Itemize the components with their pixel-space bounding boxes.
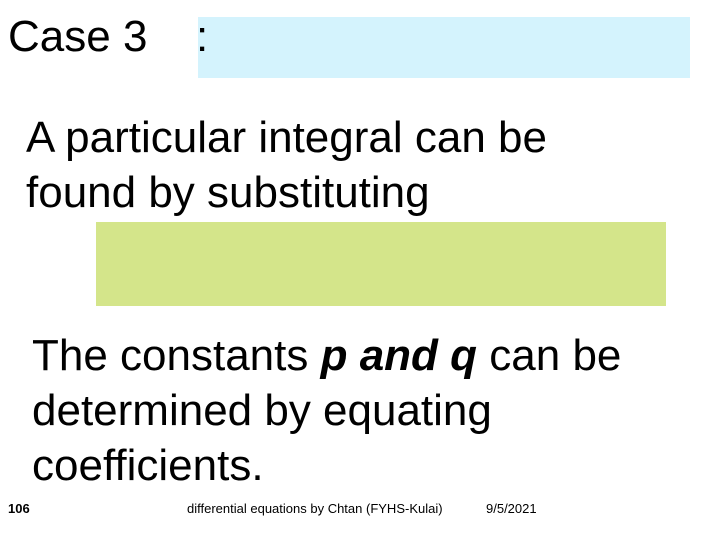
title-colon: :	[196, 12, 209, 61]
intro-text: A particular integral can be found by substituting	[26, 113, 547, 217]
footer-date: 9/5/2021	[486, 501, 537, 516]
constants-suffix: can be determined by equating coefficients.	[32, 331, 622, 490]
page-number: 106	[8, 501, 30, 516]
constants-emphasis: p and q	[320, 331, 478, 380]
green-highlight-box	[96, 222, 666, 306]
constants-text	[32, 328, 692, 493]
footer-credit: differential equations by Chtan (FYHS-Kulai)	[187, 501, 443, 516]
constants-prefix: The constants	[32, 331, 321, 380]
blue-highlight-box	[198, 17, 690, 78]
slide-title: Case 3	[8, 12, 148, 61]
